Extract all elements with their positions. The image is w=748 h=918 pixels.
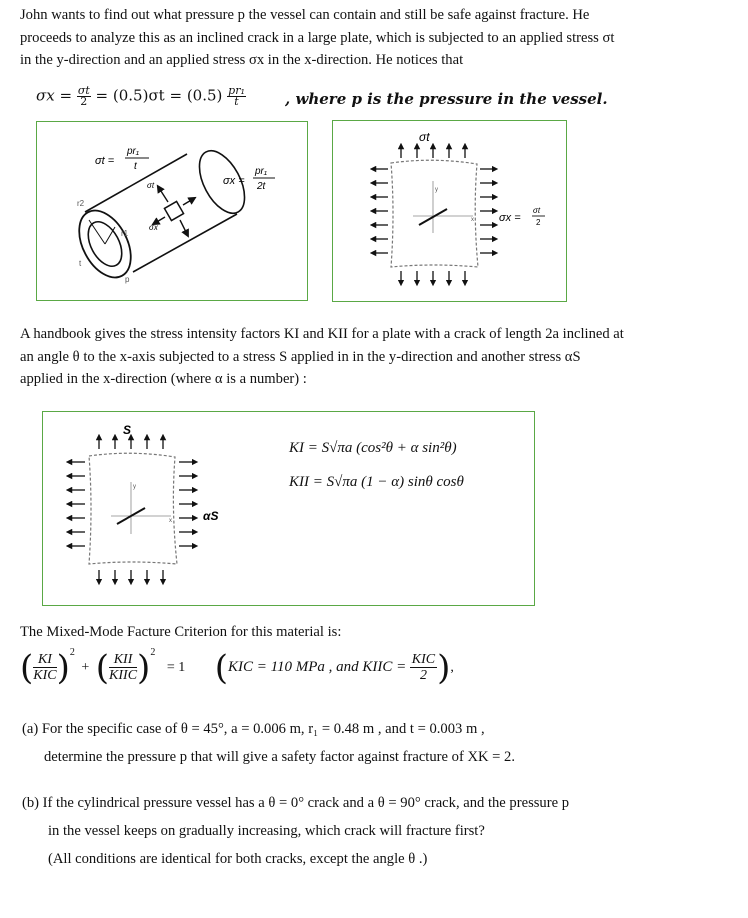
part-b-line-2: in the vessel keeps on gradually increasing, which crack will fracture first?	[48, 823, 485, 839]
plus-sign: +	[81, 660, 90, 675]
plate1-right-den: 2	[536, 218, 541, 227]
plate1-x-label: x	[471, 217, 474, 223]
p-label: p	[125, 275, 130, 284]
intro-paragraph	[20, 4, 732, 72]
plate2-y-label: y	[133, 484, 136, 490]
eq1-fraction-1: $\frac{\sigma t}{2}$	[77, 84, 90, 108]
sigma-x-formula-den: 2t	[257, 181, 266, 192]
handbook-line-1: A handbook gives the stress intensity factors KI and KII for a plate with a crack of length 2a inclined at	[20, 326, 624, 342]
intro-line-1: John wants to find out what pressure p the vessel can contain and still be safe against fracture. He	[20, 7, 590, 23]
eq-KI: KI = S√πa (cos²θ + α sin²θ)	[289, 440, 457, 456]
t-label: t	[79, 259, 82, 268]
plate1-top-label: σt	[419, 130, 430, 144]
part-a-line-2: determine the pressure p that will give a safety factor against fracture of XK = 2.	[44, 749, 515, 765]
plate2-right-label: αS	[203, 509, 219, 523]
sigma-t-small-label: σt	[147, 181, 155, 190]
eq1-fraction-2: $\frac{\text{pr₁}}{t}$	[228, 84, 245, 108]
plate2-top-label: S	[123, 423, 132, 437]
handbook-paragraph	[20, 323, 732, 391]
sigma-x-formula-label: σx =	[223, 175, 245, 187]
r1-label: r1	[121, 229, 129, 238]
eq-KII: KII = S√πa (1 − α) sinθ cosθ	[289, 474, 464, 490]
part-a-line-1: (a) For the specific case of θ = 45°, a = 0.006 m, r₁ = 0.48 m , and t = 0.003 m ,	[22, 721, 485, 737]
criterion-equation: ( $\frac{KI}{\text{KIC}})^2$ + ( $\frac{\text{KII}}{\text{KIIC}})^2 = 1$ (KIC = 110 MPa , and KIIC = $\frac{\text{KIC}}{2}$),	[20, 647, 454, 688]
handbook-line-3: applied in the x-direction (where α is a number) :	[20, 371, 307, 387]
eq1-middle: = (0.5)σt = (0.5)	[95, 86, 223, 105]
kii-over-kiic: $\frac{\text{KII}}{\text{KIIC}}$	[109, 652, 138, 684]
equals-one: = 1	[166, 660, 186, 675]
r2-label: r2	[77, 199, 85, 208]
cylinder-diagram	[37, 122, 307, 300]
plate1-y-label: y	[435, 187, 438, 193]
plate1-right-num: σt	[533, 206, 541, 215]
sigma-t-formula-label: σt =	[95, 155, 115, 167]
eq1-lhs: σx =	[36, 86, 73, 105]
eq1-note: , where p is the pressure in the vessel.	[285, 90, 608, 108]
kic-over-2: $\frac{\text{KIC}}{2}$	[411, 652, 436, 684]
part-b-line-1: (b) If the cylindrical pressure vessel has a θ = 0° crack and a θ = 90° crack, and the pressure p	[22, 795, 570, 811]
plate1-right-label: σx =	[499, 212, 521, 224]
intro-line-3: in the y-direction and an applied stress σx in the x-direction. He notices that	[20, 52, 464, 68]
plate-figure-1	[332, 120, 567, 302]
handbook-line-2: an angle θ to the x-axis subjected to a stress S applied in in the y-direction and another stress αS	[20, 348, 581, 365]
plate2-x-label: x	[169, 518, 172, 524]
sigma-t-formula-num: pr₁	[127, 146, 140, 157]
intro-line-2: proceeds to analyze this as an inclined crack in a large plate, which is subjected to an applied stress σt	[20, 29, 615, 46]
part-b	[22, 789, 569, 873]
equation-sigma-x	[36, 86, 246, 107]
sigma-x-formula-num: pr₁	[255, 166, 268, 177]
part-b-line-3: (All conditions are identical for both cracks, except the angle θ .)	[48, 851, 428, 867]
plate-diagram-1	[333, 121, 566, 301]
sigma-t-formula-den: t	[134, 161, 137, 172]
plate-figure-2	[42, 411, 535, 606]
criterion-condition: KIC = 110 MPa , and KIIC =	[227, 659, 407, 675]
cylinder-figure	[36, 121, 308, 301]
sigma-x-small-label: σx	[149, 223, 158, 232]
part-a	[22, 715, 515, 771]
ki-over-kic: $\frac{KI}{\text{KIC}}$	[33, 652, 57, 684]
criterion-heading: The Mixed-Mode Facture Criterion for this material is:	[20, 624, 342, 640]
